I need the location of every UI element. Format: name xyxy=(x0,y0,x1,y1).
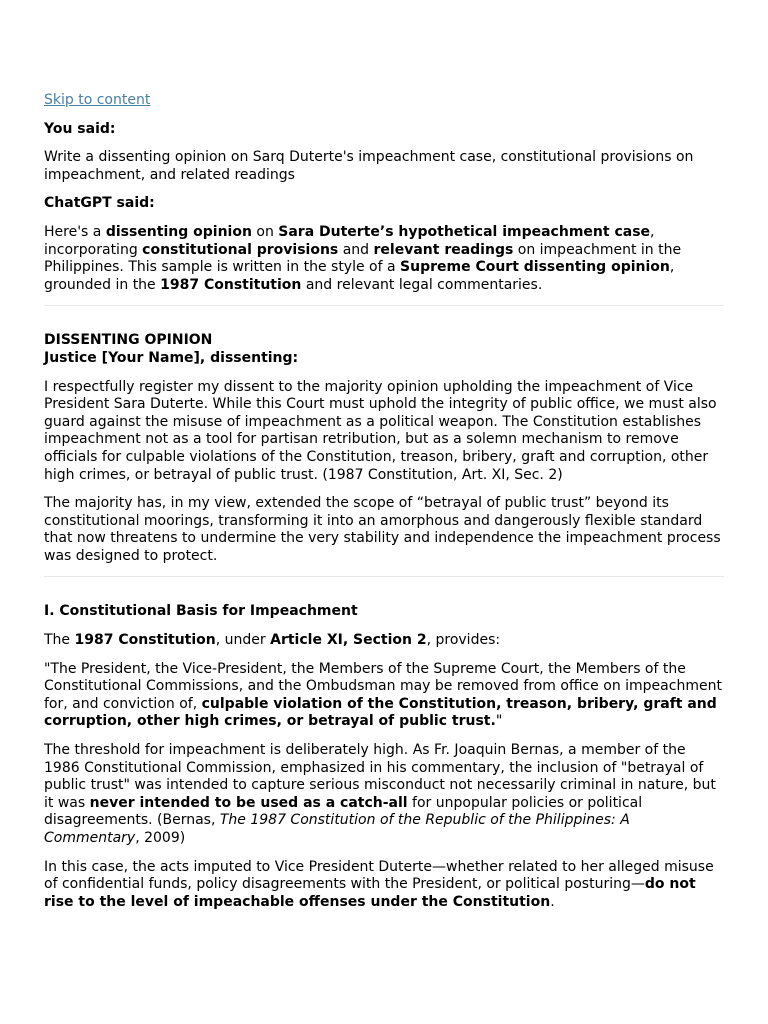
section-heading: I. Constitutional Basis for Impeachment xyxy=(44,603,358,620)
text-run: The xyxy=(44,632,75,649)
text-run: " xyxy=(495,713,503,730)
user-label: You said: xyxy=(44,120,116,137)
intro-bold: 1987 Constitution xyxy=(160,276,302,293)
intro-bold: Supreme Court dissenting opinion xyxy=(400,259,670,276)
intro-text: on xyxy=(251,223,279,240)
section-paragraph-2 xyxy=(44,742,724,848)
intro-text: and xyxy=(338,241,374,258)
opinion-justice: Justice [Your Name], dissenting: xyxy=(44,349,299,366)
italic-run: The 1987 Constitution of the Republic of the Philippines: A Commentary xyxy=(44,812,630,846)
skip-to-content-link[interactable]: Skip to content xyxy=(44,92,151,108)
bold-run: never intended to be used as a catch-all xyxy=(89,794,408,811)
section-paragraph-1 xyxy=(44,632,724,650)
intro-text: and relevant legal commentaries. xyxy=(301,276,543,293)
text-run: In this case, the acts imputed to Vice President Duterte—whether related to her alleged misuse of confidential funds, policy disagreements with the President, or political posturing— xyxy=(44,858,714,893)
section-paragraph-3 xyxy=(44,859,724,912)
opinion-paragraph-1: I respectfully register my dissent to the majority opinion upholding the impeachment of Vice President Sara Duterte. While this Court must uphold the integrity of public office, we must also guard against the misuse of impeachment as a political weapon. The Constitution establishes impeachment not as a tool for partisan retribution, but as a solemn mechanism to remove officials for culpable violations of the Constitution, treason, bribery, graft and corruption, other high crimes, or betrayal of public trust. (1987 Constitution, Art. XI, Sec. 2) xyxy=(44,378,717,483)
text-run: , 2009) xyxy=(135,830,186,846)
text-run: , under xyxy=(215,632,271,649)
intro-text: , incorporating xyxy=(44,223,655,258)
bold-run: culpable violation of the Constitution, treason, bribery, graft and corruption, other high crimes, or betrayal of public trust. xyxy=(44,695,717,730)
opinion-paragraph-2: The majority has, in my view, extended the scope of “betrayal of public trust” beyond its constitutional moorings, transforming it into an amorphous and dangerously flexible standard that now threatens to undermine the very stability and independence the impeachment process was designed to protect. xyxy=(44,495,721,564)
intro-bold: Sara Duterte’s hypothetical impeachment case xyxy=(278,223,651,240)
intro-text: Here's a xyxy=(44,223,106,240)
text-run: . xyxy=(550,893,555,910)
intro-paragraph xyxy=(44,224,724,294)
user-message: Write a dissenting opinion on Sarq Duterte's impeachment case, constitutional provisions on impeachment, and related readings xyxy=(44,149,694,183)
section-divider xyxy=(44,305,724,306)
bold-run: Article XI, Section 2 xyxy=(270,632,427,649)
opinion-title: DISSENTING OPINION xyxy=(44,332,213,349)
section-divider xyxy=(44,576,724,577)
intro-text: , grounded in the xyxy=(44,259,675,293)
bold-run: 1987 Constitution xyxy=(74,632,216,649)
intro-bold: relevant readings xyxy=(373,241,514,258)
text-run: "The President, the Vice-President, the Members of the Supreme Court, the Members of the Constitutional Commissions, and the Ombudsman may be removed from office on impeachment for, and conviction of, xyxy=(44,660,722,712)
bold-run: do not rise to the level of impeachable offenses under the Constitution xyxy=(44,876,696,910)
assistant-label: ChatGPT said: xyxy=(44,195,155,212)
text-run: The threshold for impeachment is deliberately high. As Fr. Joaquin Bernas, a member of the 1986 Constitutional Commission, emphasized in his commentary, the inclusion of "betrayal of public trust" was intended to capture serious misconduct not necessarily criminal in nature, but it was xyxy=(44,742,716,811)
text-run: , provides: xyxy=(426,632,501,649)
intro-bold: constitutional provisions xyxy=(142,241,339,258)
intro-text: on impeachment in the Philippines. This sample is written in the style of a xyxy=(44,241,682,276)
intro-bold: dissenting opinion xyxy=(105,223,252,240)
constitution-quote xyxy=(44,661,724,731)
text-run: for unpopular policies or political disagreements. (Bernas, xyxy=(44,794,643,829)
